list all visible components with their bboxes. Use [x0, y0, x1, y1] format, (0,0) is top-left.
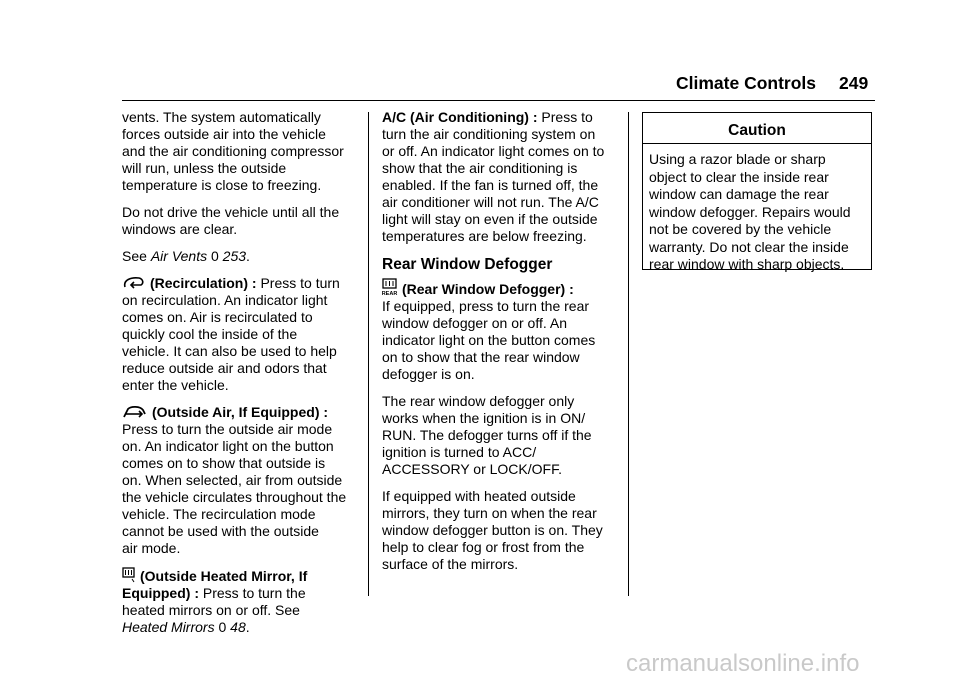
- text-line: comes on. Air is recirculated to: [122, 309, 313, 325]
- paragraph-heated-mirrors-defogger: [382, 488, 616, 573]
- text-line: enabled. If the fan is turned off, the: [382, 177, 599, 193]
- text-line: works when the ignition is in ON/: [382, 410, 586, 426]
- text-line: Press to: [537, 109, 593, 125]
- text-suffix: .: [245, 619, 250, 635]
- text-line: comes on to show that outside is: [122, 455, 326, 471]
- text-line: on recirculation. An indicator light: [122, 292, 328, 308]
- paragraph-vents: [122, 109, 354, 194]
- text-line: Press to turn: [256, 275, 340, 291]
- text-line: the vehicle circulates throughout the: [122, 489, 347, 505]
- outside-air-label: (Outside Air, If Equipped) :: [152, 404, 329, 420]
- paragraph-see-air-vents: [122, 248, 354, 265]
- text-line: heated mirrors on or off. See: [122, 602, 300, 618]
- text-line: defogger is on.: [382, 366, 475, 382]
- heated-mirror-label-cont: Equipped) :: [122, 585, 199, 601]
- column-divider-1: [368, 112, 369, 596]
- text-line: turn the air conditioning system on: [382, 126, 596, 142]
- text-suffix: .: [246, 248, 250, 264]
- text-line: indicator light on the button comes: [382, 332, 596, 348]
- text-line: ACCESSORY or LOCK/OFF.: [382, 461, 562, 477]
- text-line: mirrors, they turn on when the rear: [382, 505, 597, 521]
- text-line: on to show that the rear window: [382, 349, 580, 365]
- text-line: temperatures are below freezing.: [382, 228, 587, 244]
- text-line: on. When selected, air from outside: [122, 472, 343, 488]
- text-line: reduce outside air and odors that: [122, 360, 327, 376]
- paragraph-recirculation: [122, 275, 354, 394]
- watermark: carmanualsonline.info: [626, 650, 860, 677]
- text-line: help to clear fog or frost from the: [382, 539, 585, 555]
- column-2: [382, 109, 616, 583]
- page-number: 249: [839, 73, 869, 93]
- caution-title: Caution: [643, 113, 871, 144]
- page-ref-arrow-icon: 0: [210, 248, 219, 264]
- heated-mirror-label: (Outside Heated Mirror, If: [140, 568, 308, 584]
- text-line: If equipped, press to turn the rear: [382, 298, 590, 314]
- caution-box: [642, 112, 872, 270]
- text-line: vents. The system automatically: [122, 109, 321, 125]
- text-line: ignition is turned to ACC/: [382, 444, 537, 460]
- paragraph-air-conditioning: [382, 109, 616, 245]
- text-line: window defogger. Repairs would: [649, 203, 851, 220]
- recirculation-icon: [122, 276, 146, 290]
- text-line: air conditioner will not run. The A/C: [382, 194, 599, 210]
- column-divider-2: [628, 112, 629, 596]
- text-line: object to clear the inside rear: [649, 168, 829, 185]
- text-line: on. An indicator light on the button: [122, 438, 334, 454]
- section-heading-rear-defogger: Rear Window Defogger: [382, 256, 553, 273]
- text-line: light will stay on even if the outside: [382, 211, 598, 227]
- rear-defogger-label: (Rear Window Defogger) :: [402, 281, 574, 297]
- paragraph-outside-air: [122, 404, 354, 557]
- paragraph-rear-defogger: [382, 278, 616, 383]
- text-line: enter the vehicle.: [122, 377, 229, 393]
- text-line: or off. An indicator light comes on to: [382, 143, 605, 159]
- recirculation-label: (Recirculation) :: [150, 275, 257, 291]
- rear-defogger-icon: [382, 278, 398, 296]
- text-line: window defogger button is on. They: [382, 522, 603, 538]
- text-line: Using a razor blade or sharp: [649, 151, 826, 167]
- caution-body: [643, 144, 871, 274]
- paragraph-drive-warning: [122, 204, 354, 238]
- text-line: cannot be used with the outside: [122, 523, 319, 539]
- text-line: quickly cool the inside of the: [122, 326, 298, 342]
- text-line: forces outside air into the vehicle: [122, 126, 326, 142]
- text-line: temperature is close to freezing.: [122, 177, 322, 193]
- outside-air-icon: [122, 405, 148, 419]
- section-header-title: Climate Controls: [676, 73, 817, 93]
- heated-mirrors-link[interactable]: Heated Mirrors: [122, 619, 215, 635]
- text-line: Press to turn the outside air mode: [122, 421, 333, 437]
- page-ref-number[interactable]: 253: [222, 248, 247, 264]
- paragraph-heated-mirror: [122, 567, 354, 636]
- text-line: Do not drive the vehicle until all the: [122, 204, 340, 220]
- text-line: window defogger on or off. An: [382, 315, 567, 331]
- text-line: surface of the mirrors.: [382, 556, 519, 572]
- header-divider: [122, 100, 875, 101]
- page-ref-arrow-icon: 0: [218, 619, 227, 635]
- text-line: vehicle. It can also be used to help: [122, 343, 337, 359]
- text-line: The rear window defogger only: [382, 393, 575, 409]
- text-line: RUN. The defogger turns off if the: [382, 427, 592, 443]
- text-line: air mode.: [122, 540, 181, 556]
- heated-mirror-icon: [122, 567, 136, 583]
- column-1: [122, 109, 354, 646]
- text-line: rear window with sharp objects.: [649, 256, 845, 272]
- text-prefix: See: [122, 248, 151, 264]
- text-line: will run, unless the outside: [122, 160, 287, 176]
- text-line: windows are clear.: [122, 221, 238, 237]
- text-line: and the air conditioning compressor: [122, 143, 344, 159]
- rear-icon-text: REAR: [382, 291, 398, 296]
- ac-label: A/C (Air Conditioning) :: [382, 109, 538, 125]
- text-line: show that the air conditioning is: [382, 160, 578, 176]
- text-line: warranty. Do not clear the inside: [649, 238, 849, 255]
- text-line: If equipped with heated outside: [382, 488, 576, 504]
- page-ref-number[interactable]: 48: [230, 619, 246, 635]
- text-line: window can damage the rear: [649, 186, 829, 202]
- text-line: vehicle. The recirculation mode: [122, 506, 316, 522]
- text-line: not be covered by the vehicle: [649, 221, 832, 237]
- air-vents-link[interactable]: Air Vents: [150, 248, 208, 264]
- text-line: Press to turn the: [199, 585, 306, 601]
- paragraph-defogger-ignition: [382, 393, 616, 478]
